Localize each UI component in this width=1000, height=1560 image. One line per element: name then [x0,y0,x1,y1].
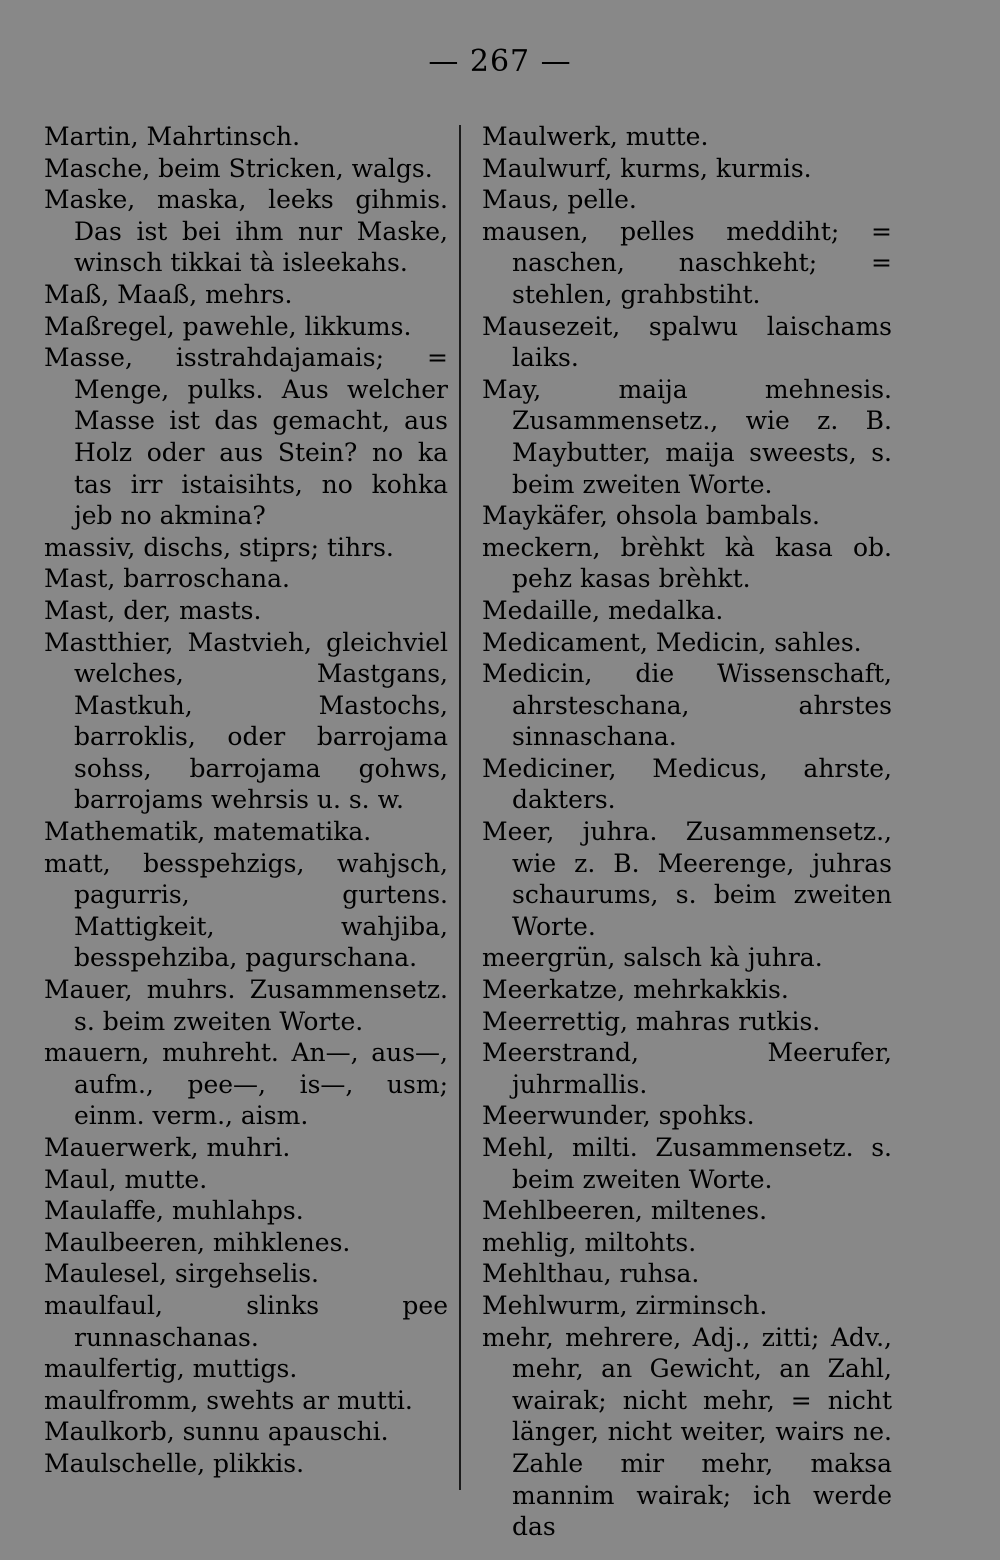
dictionary-entry: Maykäfer, ohsola bambals. [482,501,821,531]
dictionary-entry: meckern, brèhkt kà kasa ob. pehz kasas brèhkt. [482,532,892,594]
dictionary-entry: Meer, juhra. Zusammensetz., wie z. B. Meerenge, juhras schaurums, s. beim zweiten Worte. [482,817,892,941]
column-divider [459,125,461,1490]
dictionary-entry: maulfertig, muttigs. [44,1354,298,1384]
dictionary-entry: massiv, dischs, stiprs; tihrs. [44,532,394,562]
dictionary-entry: Mastthier, Mastvieh, gleichviel welches, Mastgans, Mastkuh, Mastochs, barroklis, oder barrojama sohss, barrojama gohws, barrojams wehrsis u. s. w. [44,627,448,815]
dictionary-entry: Mehlthau, ruhsa. [482,1259,700,1289]
dictionary-entry: Masche, beim Stricken, walgs. [44,153,433,183]
dictionary-entry: Medicament, Medicin, sahles. [482,627,862,657]
page-number: — 267 — [428,44,572,79]
dictionary-entry: Maulesel, sirgehselis. [44,1259,319,1289]
dictionary-entry: Maulaffe, muhlahps. [44,1196,304,1226]
dictionary-entry: mehlig, miltohts. [482,1227,697,1257]
dictionary-entry: Mausezeit, spalwu laischams laiks. [482,311,892,373]
dictionary-entry: maulfromm, swehts ar mutti. [44,1385,413,1415]
dictionary-entry: Maulkorb, sunnu apauschi. [44,1417,389,1447]
dictionary-entry: Maulwerk, mutte. [482,122,709,151]
dictionary-entry: maulfaul, slinks pee runnaschanas. [44,1290,448,1352]
dictionary-entry: Mehlbeeren, miltenes. [482,1196,768,1226]
dictionary-entry: meergrün, salsch kà juhra. [482,943,823,973]
dictionary-entry: mehr, mehrere, Adj., zitti; Adv., mehr, an Gewicht, an Zahl, wairak; nicht mehr, = nicht länger, nicht weiter, wairs ne. Zahle mir mehr, maksa mannim wairak; ich werde das [482,1322,892,1542]
dictionary-entry: Maus, pelle. [482,185,637,215]
dictionary-entry: matt, besspehzigs, wahjsch, pagurris, gurtens. Mattigkeit, wahjiba, besspehziba, pagurschana. [44,848,448,973]
left-column [44,121,448,1480]
dictionary-entry: Maulschelle, plikkis. [44,1448,305,1478]
dictionary-entry: Mauer, muhrs. Zusammensetz. s. beim zweiten Worte. [44,975,448,1036]
dictionary-entry: Mast, barroschana. [44,564,290,594]
dictionary-entry: Maulwurf, kurms, kurmis. [482,153,812,183]
dictionary-entry: Meerkatze, mehrkakkis. [482,975,789,1005]
dictionary-entry: Mauerwerk, muhri. [44,1133,291,1162]
dictionary-entry: Medaille, medalka. [482,595,724,625]
dictionary-entry: Meerrettig, mahras rutkis. [482,1006,821,1036]
dictionary-entry: Medicin, die Wissenschaft, ahrsteschana, ahrstes sinnaschana. [482,659,892,752]
dictionary-entry: Mediciner, Medicus, ahrste, dakters. [482,753,892,815]
dictionary-entry: Maß, Maaß, mehrs. [44,279,293,309]
dictionary-entry: Maske, maska, leeks gihmis. Das ist bei ihm nur Maske, winsch tikkai tà isleekahs. [44,185,448,278]
dictionary-entry: Meerstrand, Meerufer, juhrmallis. [482,1038,892,1099]
dictionary-entry: mauern, muhreht. An—, aus—, aufm., pee—, is—, usm; einm. verm., aism. [44,1038,448,1131]
dictionary-entry: Mehlwurm, zirminsch. [482,1290,768,1320]
dictionary-entry: Masse, isstrahdajamais; = Menge, pulks. Aus welcher Masse ist das gemacht, aus Holz oder aus Stein? no ka tas irr istaisihts, no kohka jeb no akmina? [44,343,448,531]
dictionary-entry: Mehl, milti. Zusammensetz. s. beim zweiten Worte. [482,1133,892,1194]
dictionary-entry: Maul, mutte. [44,1164,208,1194]
dictionary-entry: Maßregel, pawehle, likkums. [44,311,412,341]
dictionary-entry: May, maija mehnesis. Zusammensetz., wie z. B. Maybutter, maija sweests, s. beim zweiten Worte. [482,374,892,499]
dictionary-entry: Meerwunder, spohks. [482,1101,755,1131]
dictionary-entry: mausen, pelles meddiht; = naschen, naschkeht; = stehlen, grahbstiht. [482,216,892,309]
right-column [482,121,892,1543]
dictionary-entry: Maulbeeren, mihklenes. [44,1227,351,1257]
dictionary-entry: Mathematik, matematika. [44,817,372,847]
dictionary-entry: Mast, der, masts. [44,595,262,625]
dictionary-entry: Martin, Mahrtinsch. [44,122,301,151]
